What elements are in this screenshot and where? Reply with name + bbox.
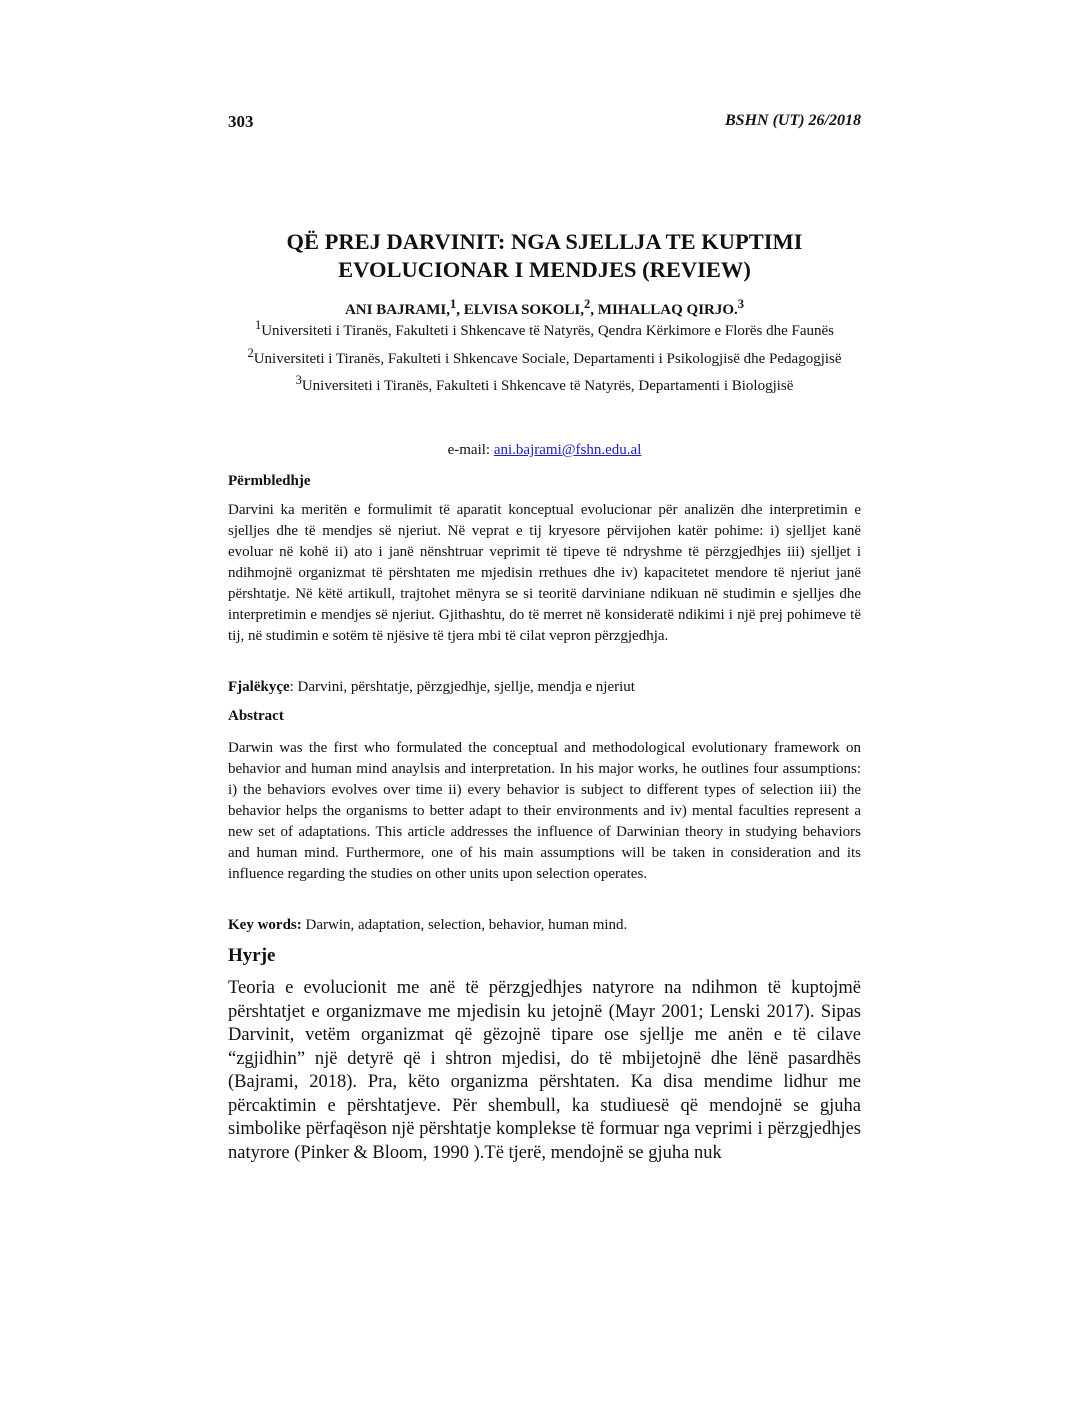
affiliation-text: Universiteti i Tiranës, Fakulteti i Shkencave Sociale, Departamenti i Psikologjisë dhe Pedagogjisë [253,350,842,367]
journal-reference: BSHN (UT) 26/2018 [725,112,861,129]
affiliation [228,370,861,398]
title-line-2: EVOLUCIONAR I MENDJES (REVIEW) [338,257,751,282]
author-name: , MIHALLAQ QIRJO. [590,302,738,318]
keywords-label: Key words: [228,917,302,933]
author-superscript: 2 [584,297,591,311]
author-superscript: 1 [449,297,457,311]
abstract-text: Darwin was the first who formulated the conceptual and methodological evolutionary framework on behavior and human mind anaylsis and interpretation. In his major works, he outlines four assumptions: i) the behaviors evolves over time ii) every behavior is subject to different types of selection iii) the behavior helps the organisms to better adapt to their environments and iv) mental faculties represent a new set of adaptations. This article addresses the influence of Darwinian theory in studying behaviors and human mind. Furthermore, one of his main assumptions will be taken in consideration and its influence regarding the studies on other units upon selection operates. [228,740,861,882]
contact-email-line [228,440,861,461]
article-title [228,228,861,284]
fjalekyce-label: Fjalëkyçe [228,679,290,695]
author-name: , ELVISA SOKOLI, [456,302,585,318]
affiliation-superscript: 1 [254,318,262,332]
author-superscript: 3 [737,297,745,311]
affiliation-superscript: 3 [295,373,302,387]
fjalekyce-line [228,677,861,698]
hyrje-heading: Hyrje [228,945,276,966]
email-label: e-mail: [447,442,494,458]
hyrje-text: Teoria e evolucionit me anë të përzgjedhjes natyrore na ndihmon të kuptojmë përshtatjet e organizmave me mjedisin ku jetojnë (Mayr 2001; Lenski 2017). Sipas Darvinit, vetëm organizmat që gëzojnë tipare ose sjellje me anën e të cilave “zgjidhin” një detyrë që i shtron mjedisi, do të mbijetojnë dhe lënë pasardhës (Bajrami, 2018). Pra, këto organizma përshtaten. Ka disa mendime lidhur me përcaktimin e përshtatjeve. Për shembull, ka studiuesë që mendojnë se gjuha simbolike përfaqëson një përshtatje komplekse të formuar nga veprimi i përzgjedhjes natyrore (Pinker & Bloom, 1990 ).Të tjerë, mendojnë se gjuha nuk [228,978,861,1163]
affiliation [228,315,861,343]
affiliations [228,315,861,398]
permbledhje-heading: Përmbledhje [228,473,311,489]
affiliation-text: Universiteti i Tiranës, Fakulteti i Shkencave të Natyrës, Qendra Kërkimore e Florës dhe Faunës [261,323,835,339]
affiliation [228,343,861,371]
permbledhje-text: Darvini ka meritën e formulimit të aparatit konceptual evolucionar për analizën dhe interpretimin e sjelljes dhe të mendjes së njeriut. Në veprat e tij kryesore përvijohen katër pohime: i) sjelljet kanë evoluar në kohë ii) ato i janë nënshtruar veprimit të tipeve të ndryshme të përzgjedhjes iii) sjelljet i ndihmojnë organizmat të përshtaten me mjedisin rrethues dhe iv) kapacitetet mendore të njeriut janë përshtatje. Në këtë artikull, trajtohet mënyra se si teoritë darviniane ndikuan në studimin e sjelljes dhe interpretimin e mendjes së njeriut. Gjithashtu, do të merret në konsideratë ndikimi i një prej pohimeve të tij, në studimin e sotëm të njësive të tjera mbi të cilat vepron përzgjedhja. [228,502,861,644]
running-header [228,112,861,134]
page-number: 303 [228,112,254,131]
fjalekyce-text: : Darvini, përshtatje, përzgjedhje, sjellje, mendja e njeriut [289,679,635,695]
author-name: ANI BAJRAMI, [344,302,450,318]
keywords-text: Darwin, adaptation, selection, behavior, human mind. [301,917,628,933]
affiliation-text: Universiteti i Tiranës, Fakulteti i Shkencave të Natyrës, Departamenti i Biologjisë [301,378,794,394]
keywords-line [228,915,861,936]
title-line-1: QË PREJ DARVINIT: NGA SJELLJA TE KUPTIMI [286,229,803,254]
email-link[interactable]: ani.bajrami@fshn.edu.al [493,442,642,458]
affiliation-superscript: 2 [247,345,254,360]
abstract-heading: Abstract [228,708,284,724]
